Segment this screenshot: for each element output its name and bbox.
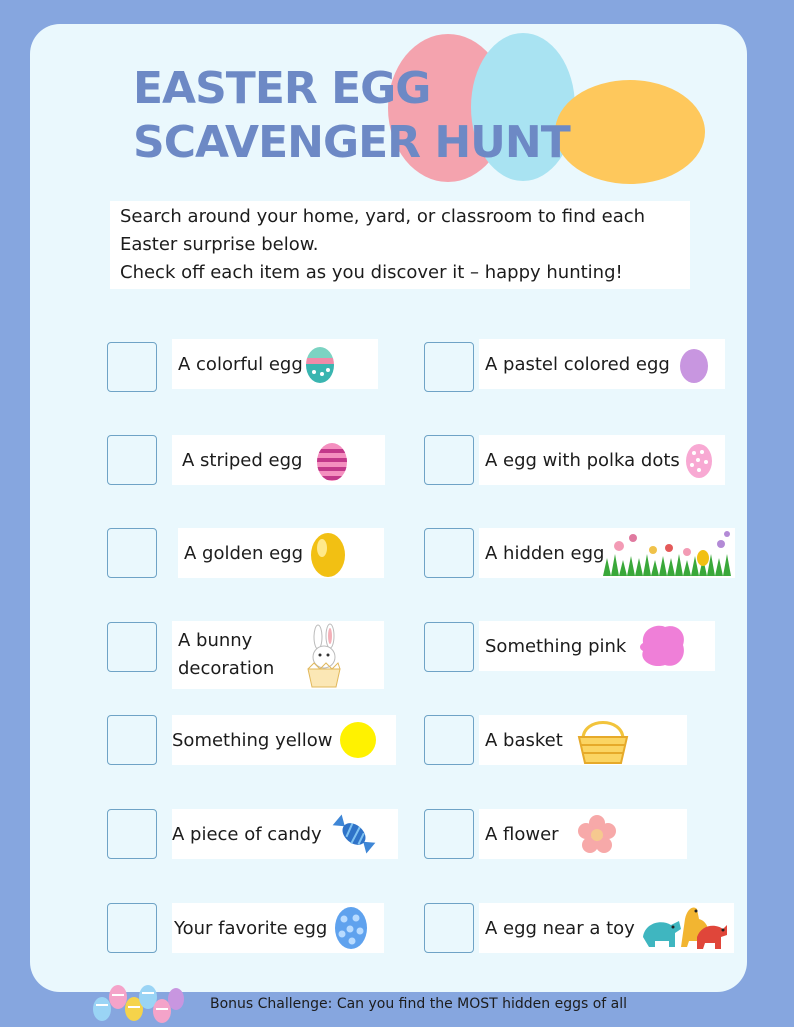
- candy-icon: [328, 809, 380, 859]
- polka-dot-egg-icon: [683, 440, 715, 480]
- pink-blob-icon: [635, 621, 689, 671]
- item-label: A golden egg: [184, 542, 304, 564]
- checkbox-colorful-egg[interactable]: [107, 342, 157, 392]
- basket-icon: [575, 713, 631, 767]
- item-label: A egg with polka dots: [485, 449, 680, 471]
- checkbox-something-pink[interactable]: [424, 622, 474, 672]
- item-label: Your favorite egg: [174, 917, 328, 939]
- item-favorite-egg: [172, 903, 384, 953]
- item-label: A egg near a toy: [485, 917, 635, 939]
- pastel-egg-icon: [677, 346, 711, 386]
- checkbox-egg-near-toy[interactable]: [424, 903, 474, 953]
- checkbox-flower[interactable]: [424, 809, 474, 859]
- bunny-icon: [300, 623, 352, 689]
- item-label: A piece of candy: [172, 823, 322, 845]
- item-something-pink: [479, 621, 715, 671]
- item-striped-egg: [172, 435, 385, 485]
- item-label: A pastel colored egg: [485, 353, 670, 375]
- item-piece-of-candy: [172, 809, 398, 859]
- checkbox-favorite-egg[interactable]: [107, 903, 157, 953]
- item-flower: [479, 809, 687, 859]
- checkbox-basket[interactable]: [424, 715, 474, 765]
- item-hidden-egg: [479, 528, 735, 578]
- checkbox-something-yellow[interactable]: [107, 715, 157, 765]
- yellow-circle-icon: [338, 720, 378, 760]
- item-egg-near-toy: [479, 903, 734, 953]
- item-label: Something pink: [485, 635, 627, 657]
- checkbox-bunny-decoration[interactable]: [107, 622, 157, 672]
- instructions-line-1: Search around your home, yard, or classroom to find each Easter surprise below.: [120, 206, 646, 255]
- striped-egg-icon: [314, 440, 350, 482]
- item-golden-egg: [178, 528, 384, 578]
- item-basket: [479, 715, 687, 765]
- instructions-line-2: Check off each item as you discover it – happy hunting!: [120, 262, 623, 283]
- favorite-egg-icon: [332, 904, 370, 952]
- checkbox-golden-egg[interactable]: [107, 528, 157, 578]
- item-label: A basket: [485, 729, 563, 751]
- worksheet-card: [30, 24, 747, 992]
- yellow-egg-shape: [555, 80, 705, 184]
- checkbox-hidden-egg[interactable]: [424, 528, 474, 578]
- item-colorful-egg: [172, 339, 378, 389]
- checkbox-striped-egg[interactable]: [107, 435, 157, 485]
- flower-icon: [575, 813, 619, 857]
- instructions-box: [110, 201, 690, 289]
- egg-pile-icon: [82, 975, 202, 1027]
- item-label: A hidden egg: [485, 542, 605, 564]
- checkbox-polka-dot-egg[interactable]: [424, 435, 474, 485]
- item-label: A flower: [485, 823, 559, 845]
- dinosaur-toys-icon: [641, 897, 729, 951]
- item-label: A colorful egg: [178, 353, 303, 375]
- item-bunny-decoration: [172, 621, 384, 689]
- item-something-yellow: [172, 715, 396, 765]
- checkbox-piece-of-candy[interactable]: [107, 809, 157, 859]
- item-label: A striped egg: [182, 449, 303, 471]
- item-label: A bunny decoration: [178, 630, 275, 679]
- item-polka-dot-egg: [479, 435, 725, 485]
- bonus-challenge-text: Bonus Challenge: Can you find the MOST hidden eggs of all: [210, 996, 628, 1012]
- grass-flowers-icon: [603, 528, 735, 578]
- page-title: EASTER EGG SCAVENGER HUNT: [133, 63, 570, 168]
- item-pastel-egg: [479, 339, 725, 389]
- colorful-egg-icon: [302, 344, 338, 384]
- checkbox-pastel-egg[interactable]: [424, 342, 474, 392]
- golden-egg-icon: [308, 530, 348, 578]
- item-label: Something yellow: [172, 729, 333, 751]
